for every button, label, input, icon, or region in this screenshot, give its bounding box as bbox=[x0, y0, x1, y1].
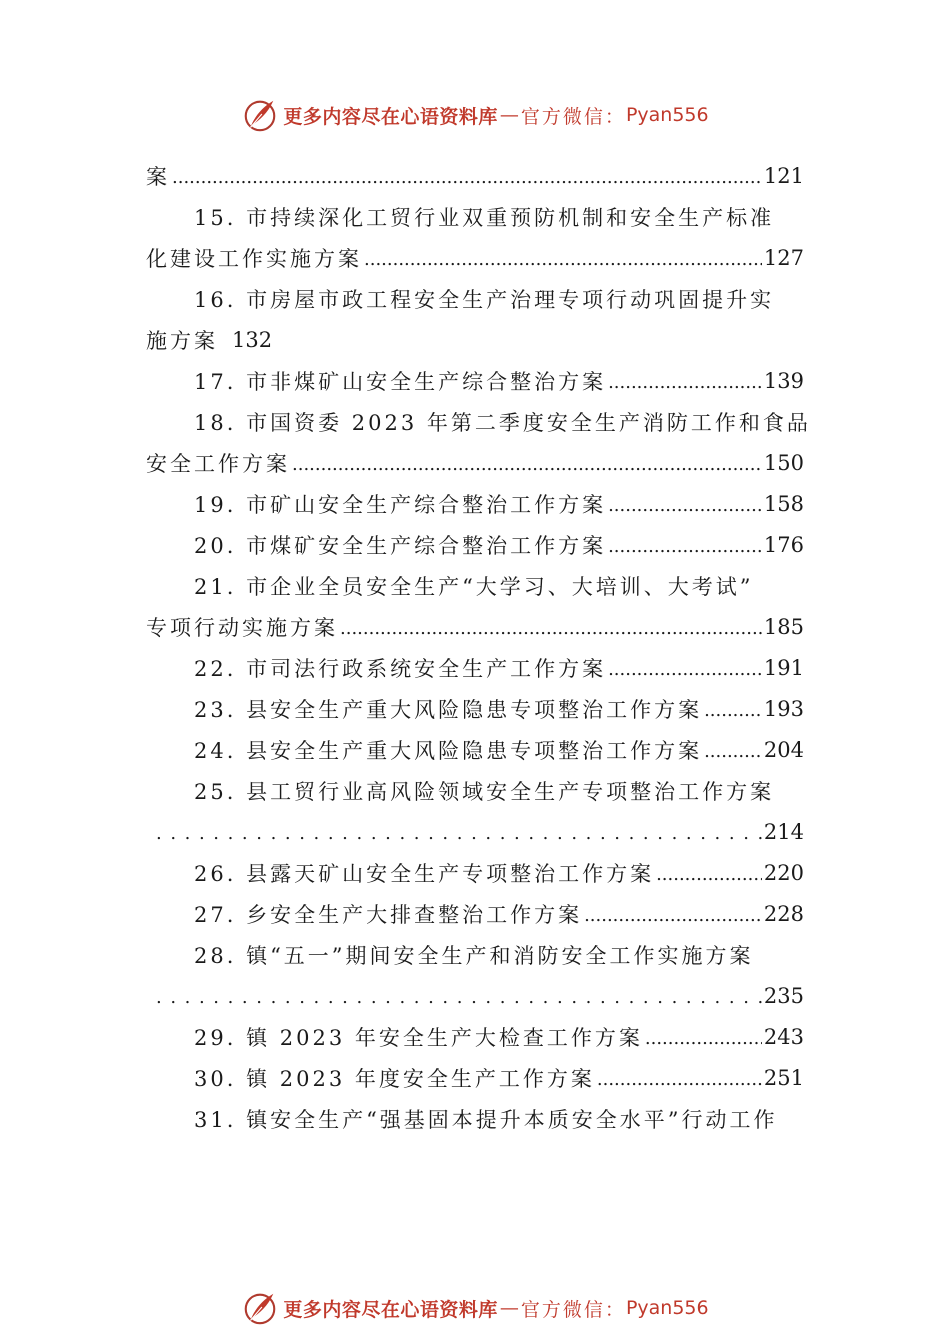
toc-entry-text: 17. 市非煤矿山安全生产综合整治方案 bbox=[194, 369, 607, 394]
dot-leader bbox=[608, 495, 762, 516]
toc-entry-text: 安全工作方案 bbox=[146, 451, 290, 476]
toc-line bbox=[146, 647, 804, 688]
toc-line bbox=[146, 155, 804, 196]
quill-pen-icon bbox=[241, 1289, 279, 1327]
toc-line bbox=[146, 1016, 804, 1057]
toc-entry-text: 25. 县工贸行业高风险领域安全生产专项整治工作方案 bbox=[194, 779, 775, 804]
footer-wechat-id: Pyan556 bbox=[625, 1297, 709, 1319]
dot-leader bbox=[148, 823, 762, 844]
toc-page-number: 185 bbox=[763, 614, 804, 639]
toc-entry-text: 16. 市房屋市政工程安全生产治理专项行动巩固提升实 bbox=[194, 287, 775, 312]
toc-entry-text: 15. 市持续深化工贸行业双重预防机制和安全生产标准 bbox=[194, 205, 775, 230]
toc-line bbox=[146, 565, 804, 606]
toc-entry-text: 18. 市国资委 2023 年第二季度安全生产消防工作和食品 bbox=[194, 410, 811, 435]
toc-line bbox=[146, 1057, 804, 1098]
toc-line bbox=[146, 442, 804, 483]
toc-entry-text: 专项行动实施方案 bbox=[146, 615, 338, 640]
dot-leader bbox=[597, 1069, 762, 1090]
toc-line bbox=[146, 975, 804, 1016]
toc-line bbox=[146, 524, 804, 565]
table-of-contents bbox=[146, 155, 811, 1139]
dot-leader bbox=[364, 249, 762, 270]
toc-entry-text: 21. 市企业全员安全生产“大学习、大培训、大考试” bbox=[194, 574, 754, 599]
toc-page-number: 121 bbox=[763, 163, 804, 188]
toc-page-number: 193 bbox=[763, 696, 804, 721]
toc-page-number: 132 bbox=[232, 327, 273, 352]
toc-entry-text: 24. 县安全生产重大风险隐患专项整治工作方案 bbox=[194, 738, 703, 763]
toc-entry-text: 案 bbox=[146, 164, 170, 189]
dot-leader bbox=[608, 536, 762, 557]
footer-banner bbox=[0, 1288, 950, 1328]
toc-page-number: 228 bbox=[763, 901, 804, 926]
dot-leader bbox=[608, 659, 762, 680]
toc-entry-text: 19. 市矿山安全生产综合整治工作方案 bbox=[194, 492, 607, 517]
quill-pen-icon bbox=[241, 96, 279, 134]
dot-leader bbox=[645, 1028, 762, 1049]
header-separator: — bbox=[499, 104, 519, 126]
toc-entry-text: 31. 镇安全生产“强基固本提升本质安全水平”行动工作 bbox=[194, 1107, 778, 1132]
footer-separator: — bbox=[499, 1297, 519, 1319]
toc-entry-text: 化建设工作实施方案 bbox=[146, 246, 362, 271]
dot-leader bbox=[148, 987, 762, 1008]
toc-page-number: 235 bbox=[763, 983, 804, 1008]
footer-brand: 更多内容尽在心语资料库 bbox=[283, 1298, 498, 1321]
toc-line bbox=[146, 1098, 804, 1139]
toc-page-number: 176 bbox=[763, 532, 804, 557]
toc-page-number: 243 bbox=[763, 1024, 804, 1049]
header-brand: 更多内容尽在心语资料库 bbox=[283, 105, 498, 128]
toc-line bbox=[146, 606, 804, 647]
toc-line bbox=[146, 483, 804, 524]
toc-entry-text: 30. 镇 2023 年度安全生产工作方案 bbox=[194, 1066, 595, 1091]
dot-leader bbox=[656, 864, 762, 885]
toc-page-number: 204 bbox=[763, 737, 804, 762]
toc-line bbox=[146, 360, 804, 401]
dot-leader bbox=[292, 454, 762, 475]
toc-line bbox=[146, 278, 804, 319]
toc-line bbox=[146, 934, 804, 975]
toc-entry-text: 26. 县露天矿山安全生产专项整治工作方案 bbox=[194, 861, 655, 886]
toc-line bbox=[146, 770, 804, 811]
toc-line bbox=[146, 401, 811, 442]
toc-page-number: 127 bbox=[763, 245, 804, 270]
toc-page-number: 251 bbox=[763, 1065, 804, 1090]
toc-page-number: 220 bbox=[763, 860, 804, 885]
toc-page-number: 150 bbox=[763, 450, 804, 475]
toc-entry-text: 23. 县安全生产重大风险隐患专项整治工作方案 bbox=[194, 697, 703, 722]
toc-line bbox=[146, 811, 804, 852]
dot-leader bbox=[172, 167, 762, 188]
toc-entry-text: 20. 市煤矿安全生产综合整治工作方案 bbox=[194, 533, 607, 558]
dot-leader bbox=[704, 741, 762, 762]
header-wechat-label: 官方微信： bbox=[520, 105, 626, 128]
toc-page-number: 191 bbox=[763, 655, 804, 680]
toc-line bbox=[146, 688, 804, 729]
toc-entry-text: 29. 镇 2023 年安全生产大检查工作方案 bbox=[194, 1025, 643, 1050]
toc-entry-text: 施方案 bbox=[146, 328, 218, 353]
toc-line bbox=[146, 196, 804, 237]
toc-line bbox=[146, 319, 804, 360]
dot-leader bbox=[584, 905, 762, 926]
header-wechat-id: Pyan556 bbox=[625, 104, 709, 126]
toc-line bbox=[146, 729, 804, 770]
toc-entry-text: 28. 镇“五一”期间安全生产和消防安全工作实施方案 bbox=[194, 943, 754, 968]
footer-wechat-label: 官方微信： bbox=[520, 1298, 626, 1321]
toc-page-number: 214 bbox=[763, 819, 804, 844]
header-banner bbox=[0, 95, 950, 135]
dot-leader bbox=[704, 700, 762, 721]
dot-leader bbox=[340, 618, 762, 639]
toc-entry-text: 27. 乡安全生产大排查整治工作方案 bbox=[194, 902, 583, 927]
toc-line bbox=[146, 852, 804, 893]
toc-line bbox=[146, 893, 804, 934]
toc-page-number: 139 bbox=[763, 368, 804, 393]
toc-line bbox=[146, 237, 804, 278]
dot-leader bbox=[608, 372, 762, 393]
toc-entry-text: 22. 市司法行政系统安全生产工作方案 bbox=[194, 656, 607, 681]
toc-page-number: 158 bbox=[763, 491, 804, 516]
